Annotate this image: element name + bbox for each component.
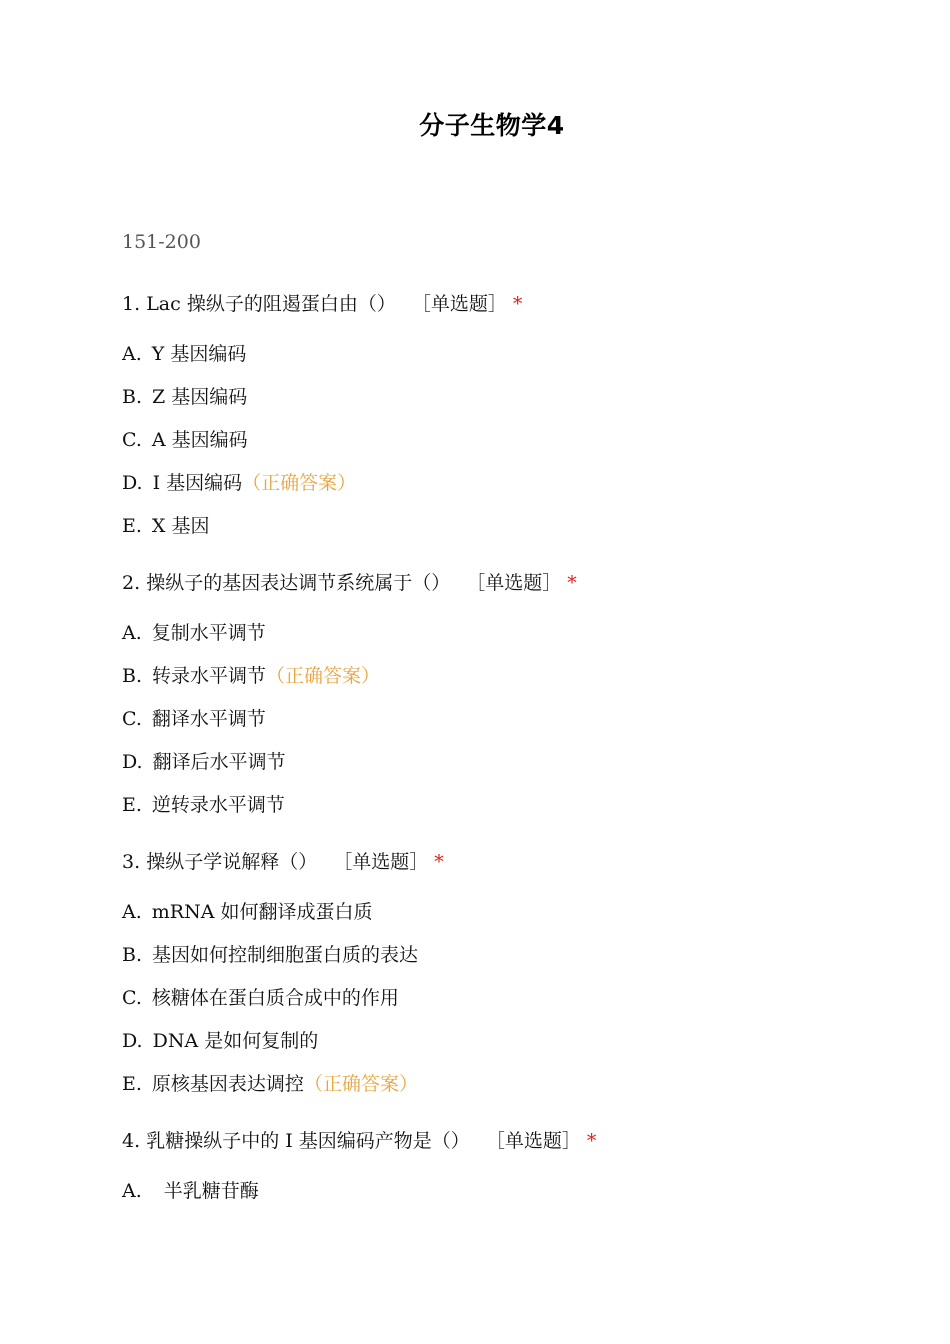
- correct-answer-tag: （正确答案）: [303, 1073, 418, 1095]
- option-3e[interactable]: [122, 1069, 418, 1096]
- question-type: ［单选题］: [411, 293, 507, 315]
- option-letter: D.: [122, 1030, 143, 1052]
- question-text: 乳糖操纵子中的 I 基因编码产物是（）: [146, 1130, 470, 1152]
- option-text: 复制水平调节: [151, 622, 266, 644]
- option-text: 半乳糖苷酶: [163, 1180, 259, 1202]
- question-type: ［单选题］: [466, 572, 562, 594]
- option-text: 核糖体在蛋白质合成中的作用: [151, 987, 399, 1009]
- option-text: 转录水平调节: [152, 665, 267, 687]
- question-text: 操纵子学说解释（）: [146, 851, 318, 873]
- option-text: A 基因编码: [151, 429, 248, 451]
- option-letter: B.: [122, 944, 143, 966]
- option-text: mRNA 如何翻译成蛋白质: [151, 901, 373, 923]
- question-number: 1.: [122, 293, 141, 315]
- option-text: 逆转录水平调节: [151, 794, 285, 816]
- question-2: [122, 568, 577, 595]
- required-mark: *: [512, 293, 523, 315]
- document-title: 分子生物学4: [419, 111, 565, 140]
- option-3b[interactable]: [122, 940, 418, 967]
- question-number: 4.: [122, 1130, 141, 1152]
- option-text: 翻译水平调节: [151, 708, 266, 730]
- option-text: 原核基因表达调控: [151, 1073, 304, 1095]
- question-4: [122, 1126, 596, 1153]
- option-3c[interactable]: [122, 983, 399, 1010]
- option-text: Z 基因编码: [152, 386, 248, 408]
- option-2e[interactable]: [122, 790, 285, 817]
- correct-answer-tag: （正确答案）: [266, 665, 381, 687]
- correct-answer-tag: （正确答案）: [242, 472, 357, 494]
- option-1e[interactable]: [122, 511, 210, 538]
- question-3: [122, 847, 444, 874]
- option-letter: B.: [122, 665, 143, 687]
- option-2c[interactable]: [122, 704, 266, 731]
- option-text: DNA 是如何复制的: [152, 1030, 319, 1052]
- question-number: 3.: [122, 851, 141, 873]
- option-letter: E.: [122, 515, 142, 537]
- option-letter: C.: [122, 708, 142, 730]
- option-3d[interactable]: [122, 1026, 318, 1053]
- option-letter: C.: [122, 987, 142, 1009]
- option-letter: E.: [122, 794, 142, 816]
- option-text: 基因如何控制细胞蛋白质的表达: [152, 944, 419, 966]
- question-text: Lac 操纵子的阻遏蛋白由（）: [146, 293, 396, 315]
- option-2d[interactable]: [122, 747, 286, 774]
- question-1: [122, 289, 522, 316]
- option-letter: C.: [122, 429, 142, 451]
- option-4a[interactable]: [122, 1176, 259, 1203]
- option-1b[interactable]: [122, 382, 247, 409]
- question-type: ［单选题］: [485, 1130, 581, 1152]
- question-number: 2.: [122, 572, 141, 594]
- option-letter: A.: [122, 343, 142, 365]
- option-3a[interactable]: [122, 897, 372, 924]
- option-2a[interactable]: [122, 618, 266, 645]
- option-letter: A.: [122, 901, 142, 923]
- option-text: 翻译后水平调节: [152, 751, 286, 773]
- option-letter: D.: [122, 751, 143, 773]
- option-1d[interactable]: [122, 468, 356, 495]
- question-text: 操纵子的基因表达调节系统属于（）: [146, 572, 451, 594]
- option-1a[interactable]: [122, 339, 246, 366]
- option-letter: E.: [122, 1073, 142, 1095]
- required-mark: *: [434, 851, 444, 873]
- required-mark: *: [567, 572, 577, 594]
- option-text: I 基因编码: [152, 472, 243, 494]
- option-letter: B.: [122, 386, 143, 408]
- option-letter: A.: [122, 622, 142, 644]
- option-text: X 基因: [151, 515, 210, 537]
- option-1c[interactable]: [122, 425, 248, 452]
- option-2b[interactable]: [122, 661, 380, 688]
- option-letter: A.: [122, 1180, 142, 1202]
- question-type: ［单选题］: [333, 851, 429, 873]
- option-text: Y 基因编码: [151, 343, 247, 365]
- required-mark: *: [586, 1130, 597, 1152]
- option-letter: D.: [122, 472, 143, 494]
- question-range: 151-200: [122, 231, 201, 253]
